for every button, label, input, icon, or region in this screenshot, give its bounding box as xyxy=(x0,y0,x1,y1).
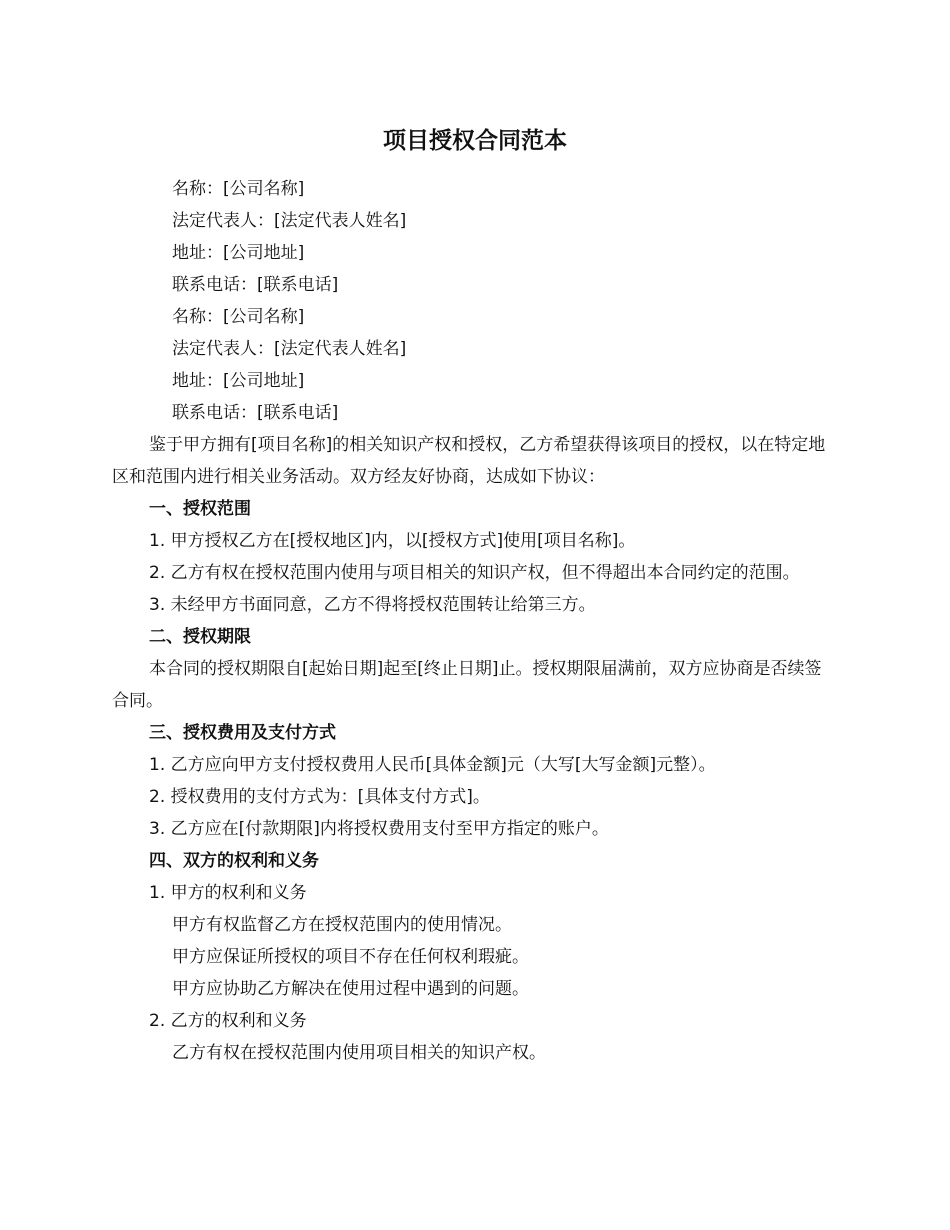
document-body xyxy=(112,173,838,1069)
party-a-name: 名称：[公司名称] xyxy=(172,179,305,199)
party-a-representative: 法定代表人：[法定代表人姓名] xyxy=(172,211,407,231)
section-3-item-1: 1. 乙方应向甲方支付授权费用人民币[具体金额]元（大写[大写金额]元整）。 xyxy=(149,755,716,775)
party-b-representative: 法定代表人：[法定代表人姓名] xyxy=(172,339,407,359)
party-b-name: 名称：[公司名称] xyxy=(172,307,305,327)
party-a-phone: 联系电话：[联系电话] xyxy=(172,275,339,295)
section-4-heading: 四、双方的权利和义务 xyxy=(149,851,319,871)
section-4-sub-1-line-3: 甲方应协助乙方解决在使用过程中遇到的问题。 xyxy=(172,979,529,999)
section-1-heading: 一、授权范围 xyxy=(149,499,251,519)
preamble-paragraph: 鉴于甲方拥有[项目名称]的相关知识产权和授权，乙方希望获得该项目的授权，以在特定地区和范围内进行相关业务活动。双方经友好协商，达成如下协议： xyxy=(112,435,826,487)
party-a-address: 地址：[公司地址] xyxy=(172,243,305,263)
party-b-phone: 联系电话：[联系电话] xyxy=(172,403,339,423)
section-1-item-2: 2. 乙方有权在授权范围内使用与项目相关的知识产权，但不得超出本合同约定的范围。 xyxy=(149,563,800,583)
section-3-heading: 三、授权费用及支付方式 xyxy=(149,723,336,743)
section-3-item-3: 3. 乙方应在[付款期限]内将授权费用支付至甲方指定的账户。 xyxy=(149,819,609,839)
section-4-sub-2-heading: 2. 乙方的权利和义务 xyxy=(149,1011,307,1031)
section-4-sub-1-heading: 1. 甲方的权利和义务 xyxy=(149,883,307,903)
section-2-heading: 二、授权期限 xyxy=(149,627,251,647)
party-b-address: 地址：[公司地址] xyxy=(172,371,305,391)
section-1-item-3: 3. 未经甲方书面同意，乙方不得将授权范围转让给第三方。 xyxy=(149,595,596,615)
document-title: 项目授权合同范本 xyxy=(383,128,567,154)
section-4-sub-1-line-1: 甲方有权监督乙方在授权范围内的使用情况。 xyxy=(172,915,512,935)
section-2-text: 本合同的授权期限自[起始日期]起至[终止日期]止。授权期限届满前，双方应协商是否续签合同。 xyxy=(112,659,822,711)
section-4-sub-2-line-1: 乙方有权在授权范围内使用项目相关的知识产权。 xyxy=(172,1043,546,1063)
section-3-item-2: 2. 授权费用的支付方式为：[具体支付方式]。 xyxy=(149,787,490,807)
section-4-sub-1-line-2: 甲方应保证所授权的项目不存在任何权利瑕疵。 xyxy=(172,947,529,967)
section-1-item-1: 1. 甲方授权乙方在[授权地区]内，以[授权方式]使用[项目名称]。 xyxy=(149,531,636,551)
